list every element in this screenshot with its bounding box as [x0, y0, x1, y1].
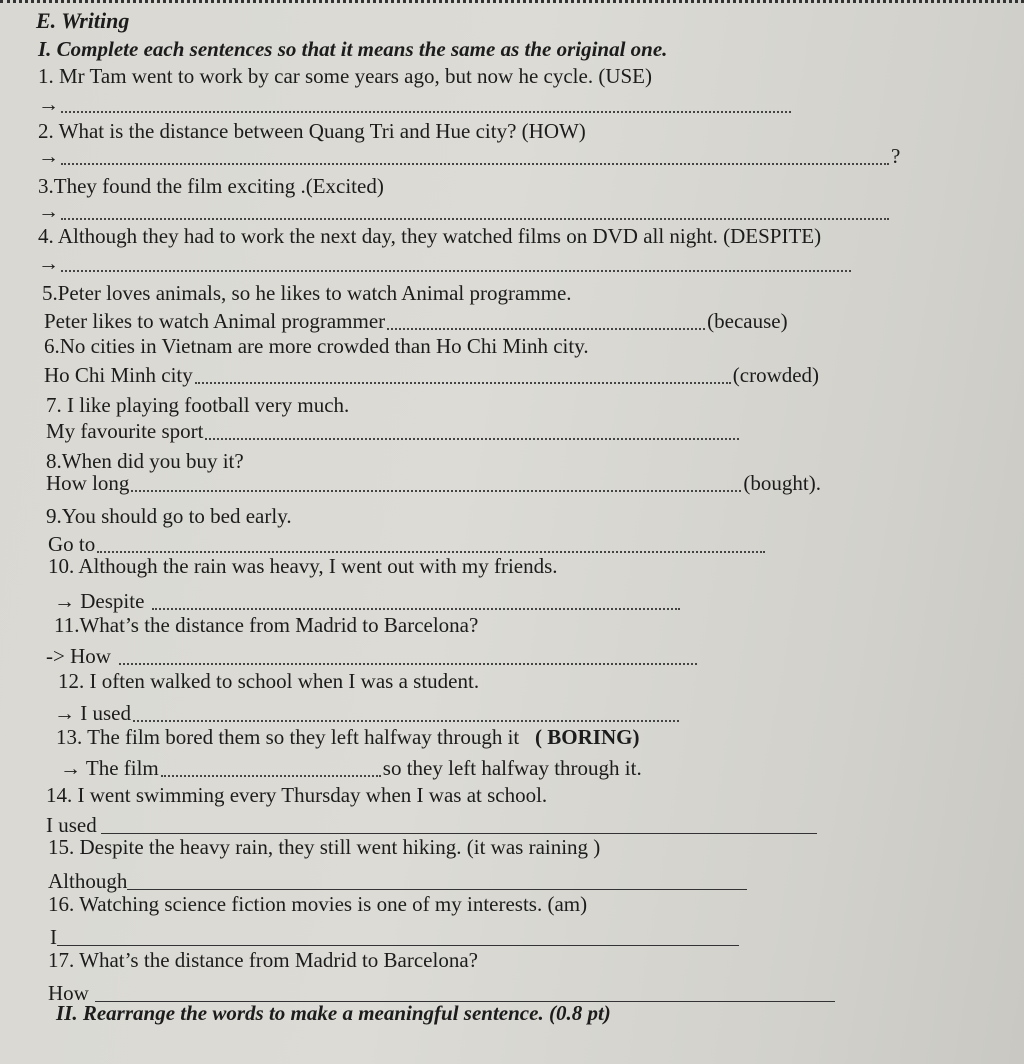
- q9-start: Go to: [48, 532, 96, 556]
- answer-blank-4[interactable]: [61, 252, 851, 272]
- q13-keyword: ( BORING): [535, 725, 640, 749]
- question-15: 15. Despite the heavy rain, they still went hiking. (it was raining ): [48, 835, 601, 859]
- question-3: 3.They found the film exciting .(Excited): [38, 174, 384, 198]
- section-title: E. Writing: [36, 8, 130, 33]
- arrow-icon: →: [38, 251, 59, 275]
- answer-blank-2[interactable]: [61, 145, 889, 165]
- answer-blank-12[interactable]: [133, 702, 679, 722]
- question-17: 17. What’s the distance from Madrid to Barcelona?: [48, 948, 478, 972]
- question-7: 7. I like playing football very much.: [46, 393, 350, 417]
- q16-start: I: [50, 925, 57, 949]
- question-6: 6.No cities in Vietnam are more crowded than Ho Chi Minh city.: [44, 334, 589, 358]
- q13-start: The film: [85, 756, 159, 780]
- question-12: 12. I often walked to school when I was a student.: [58, 669, 480, 693]
- answer-blank-3[interactable]: [61, 200, 889, 220]
- answer-line-13[interactable]: [60, 755, 642, 781]
- q6-hint: (crowded): [732, 363, 820, 387]
- answer-line-4[interactable]: [38, 250, 853, 276]
- q5-start: Peter likes to watch Animal programmer: [44, 309, 386, 333]
- question-2: 2. What is the distance between Quang Tri and Hue city? (HOW): [38, 119, 586, 143]
- q13-end: so they left halfway through it.: [382, 756, 642, 780]
- q6-start: Ho Chi Minh city: [44, 363, 193, 387]
- answer-line-3[interactable]: [38, 198, 891, 224]
- answer-blank-8[interactable]: [131, 472, 741, 492]
- question-9: 9.You should go to bed early.: [46, 504, 292, 528]
- q11-start: -> How: [46, 644, 111, 668]
- question-11: 11.What’s the distance from Madrid to Barcelona?: [54, 613, 479, 637]
- question-8: 8.When did you buy it?: [46, 449, 244, 473]
- arrow-icon: →: [54, 589, 75, 613]
- top-border: [0, 0, 1024, 7]
- answer-blank-1[interactable]: [61, 93, 791, 113]
- arrow-icon: →: [60, 756, 81, 780]
- arrow-icon: →: [38, 144, 59, 168]
- question-16: 16. Watching science fiction movies is one of my interests. (am): [48, 892, 588, 916]
- q8-start: How long: [46, 471, 130, 495]
- q17-start: How: [48, 981, 89, 1005]
- question-10: 10. Although the rain was heavy, I went out with my friends.: [48, 554, 558, 578]
- answer-line-5[interactable]: [44, 308, 788, 334]
- question-5: 5.Peter loves animals, so he likes to watch Animal programme.: [42, 281, 572, 305]
- q8-hint: (bought).: [743, 471, 821, 495]
- answer-line-10[interactable]: [54, 588, 682, 614]
- part2-instruction: II. Rearrange the words to make a meaningful sentence. (0.8 pt): [56, 1001, 611, 1025]
- arrow-icon: →: [38, 92, 59, 116]
- answer-blank-7[interactable]: [205, 420, 739, 440]
- answer-blank-16[interactable]: [57, 927, 739, 946]
- arrow-icon: →: [54, 701, 75, 725]
- answer-line-2[interactable]: [38, 143, 900, 169]
- answer-line-8[interactable]: [46, 470, 821, 496]
- answer-blank-15[interactable]: [127, 871, 747, 890]
- question-14: 14. I went swimming every Thursday when I was at school.: [46, 783, 548, 807]
- answer-blank-10[interactable]: [152, 590, 680, 610]
- q2-question-mark: ?: [891, 144, 901, 168]
- answer-blank-9[interactable]: [97, 533, 765, 553]
- answer-line-11[interactable]: [46, 643, 699, 669]
- q7-start: My favourite sport: [46, 419, 204, 443]
- q15-start: Although: [48, 869, 128, 893]
- question-13: [56, 724, 639, 750]
- question-4: 4. Although they had to work the next day, they watched films on DVD all night. (DESPITE): [38, 224, 822, 248]
- answer-blank-11[interactable]: [119, 645, 697, 665]
- answer-line-7[interactable]: [46, 418, 741, 444]
- answer-blank-6[interactable]: [195, 364, 731, 384]
- part1-instruction: I. Complete each sentences so that it means the same as the original one.: [38, 37, 668, 61]
- arrow-icon: →: [38, 199, 59, 223]
- answer-blank-5[interactable]: [387, 310, 705, 330]
- q13-text: 13. The film bored them so they left halfway through it: [56, 725, 520, 749]
- answer-line-6[interactable]: [44, 362, 819, 388]
- answer-line-12[interactable]: [54, 700, 681, 726]
- q10-start: Despite: [80, 589, 145, 613]
- question-1: 1. Mr Tam went to work by car some years ago, but now he cycle. (USE): [38, 64, 652, 88]
- answer-line-1[interactable]: [38, 91, 793, 117]
- q12-start: I used: [80, 701, 131, 725]
- answer-blank-14[interactable]: [101, 815, 817, 834]
- q5-hint: (because): [707, 309, 788, 333]
- q14-start: I used: [46, 813, 97, 837]
- answer-blank-13[interactable]: [161, 757, 381, 777]
